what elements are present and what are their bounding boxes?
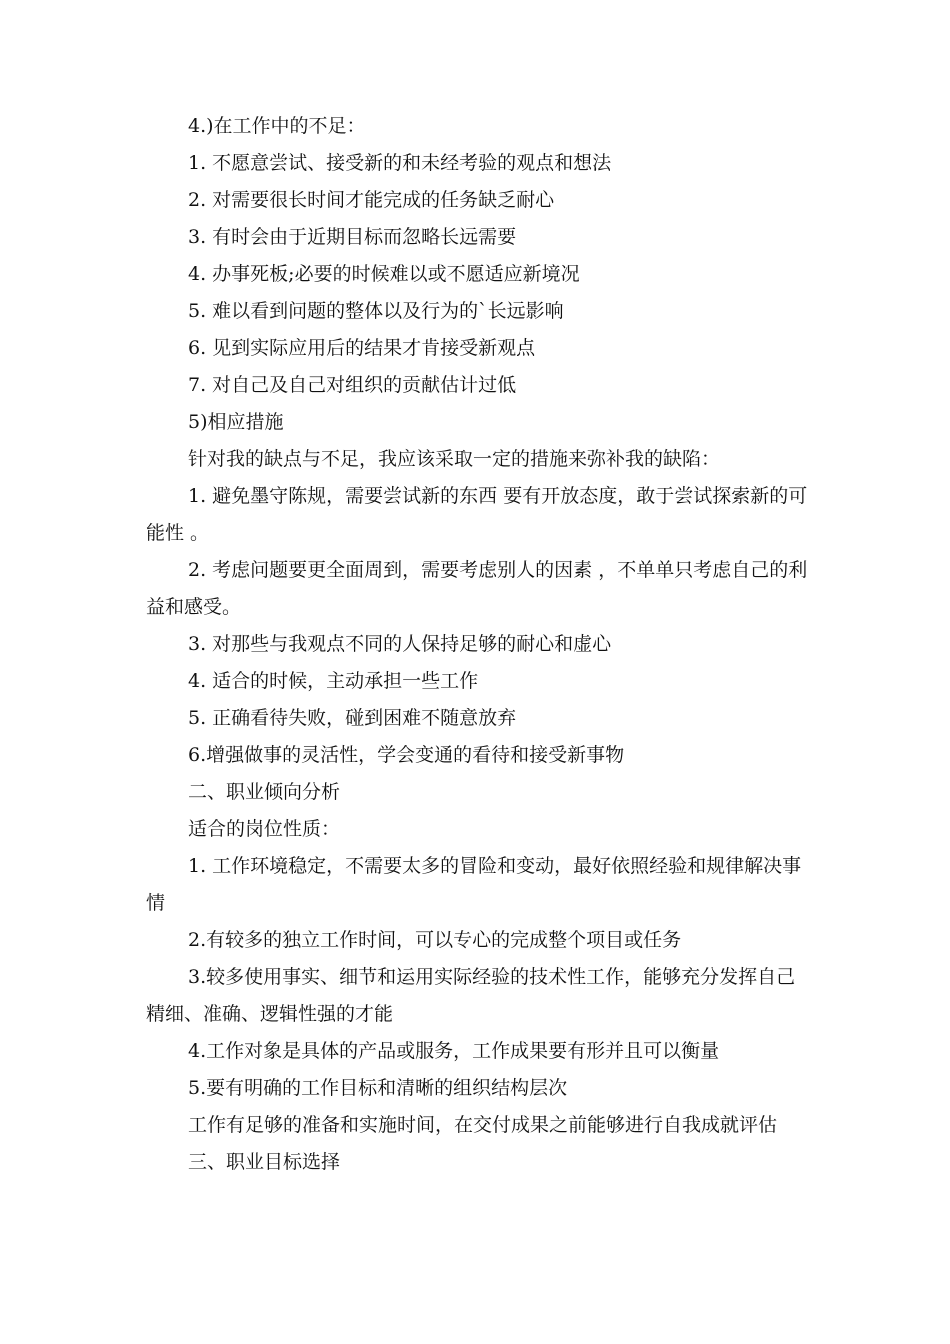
- section-heading: 三、职业目标选择: [188, 1151, 341, 1173]
- paragraph: 7. 对自己及自己对组织的贡献估计过低: [188, 374, 517, 396]
- paragraph: 2. 考虑问题要更全面周到，需要考虑别人的因素 ，不单单只考虑自己的利益和感受。: [146, 559, 808, 618]
- paragraph: 2.有较多的独立工作时间，可以专心的完成整个项目或任务: [188, 929, 682, 951]
- paragraph: 3. 有时会由于近期目标而忽略长远需要: [188, 226, 517, 248]
- paragraph: 针对我的缺点与不足，我应该采取一定的措施来弥补我的缺陷：: [188, 448, 721, 470]
- paragraph: 1. 避免墨守陈规，需要尝试新的东西 要有开放态度，敢于尝试探索新的可能性 。: [146, 485, 808, 544]
- paragraph: 2. 对需要很长时间才能完成的任务缺乏耐心: [188, 189, 555, 211]
- paragraph: 4. 适合的时候，主动承担一些工作: [188, 670, 479, 692]
- section-heading: 二、职业倾向分析: [188, 781, 341, 803]
- paragraph: 4.工作对象是具体的产品或服务，工作成果要有形并且可以衡量: [188, 1040, 720, 1062]
- paragraph: 工作有足够的准备和实施时间，在交付成果之前能够进行自我成就评估: [188, 1114, 778, 1136]
- paragraph: 适合的岗位性质：: [188, 818, 341, 840]
- paragraph: 6.增强做事的灵活性，学会变通的看待和接受新事物: [188, 744, 625, 766]
- paragraph: 1. 不愿意尝试、接受新的和未经考验的观点和想法: [188, 152, 612, 174]
- document-body: [146, 108, 808, 1181]
- paragraph: 5. 难以看到问题的整体以及行为的`长远影响: [188, 300, 564, 322]
- paragraph: 5. 正确看待失败，碰到困难不随意放弃: [188, 707, 517, 729]
- paragraph: 3. 对那些与我观点不同的人保持足够的耐心和虚心: [188, 633, 612, 655]
- paragraph: 6. 见到实际应用后的结果才肯接受新观点: [188, 337, 536, 359]
- paragraph: 4.)在工作中的不足：: [188, 115, 366, 137]
- paragraph: 4. 办事死板;必要的时候难以或不愿适应新境况: [188, 263, 580, 285]
- paragraph: 5.要有明确的工作目标和清晰的组织结构层次: [188, 1077, 568, 1099]
- section-heading: 5)相应措施: [188, 411, 284, 433]
- paragraph: 3.较多使用事实、细节和运用实际经验的技术性工作，能够充分发挥自己精细、准确、逻辑性强的才能: [146, 966, 796, 1025]
- paragraph: 1. 工作环境稳定，不需要太多的冒险和变动，最好依照经验和规律解决事情: [146, 855, 802, 914]
